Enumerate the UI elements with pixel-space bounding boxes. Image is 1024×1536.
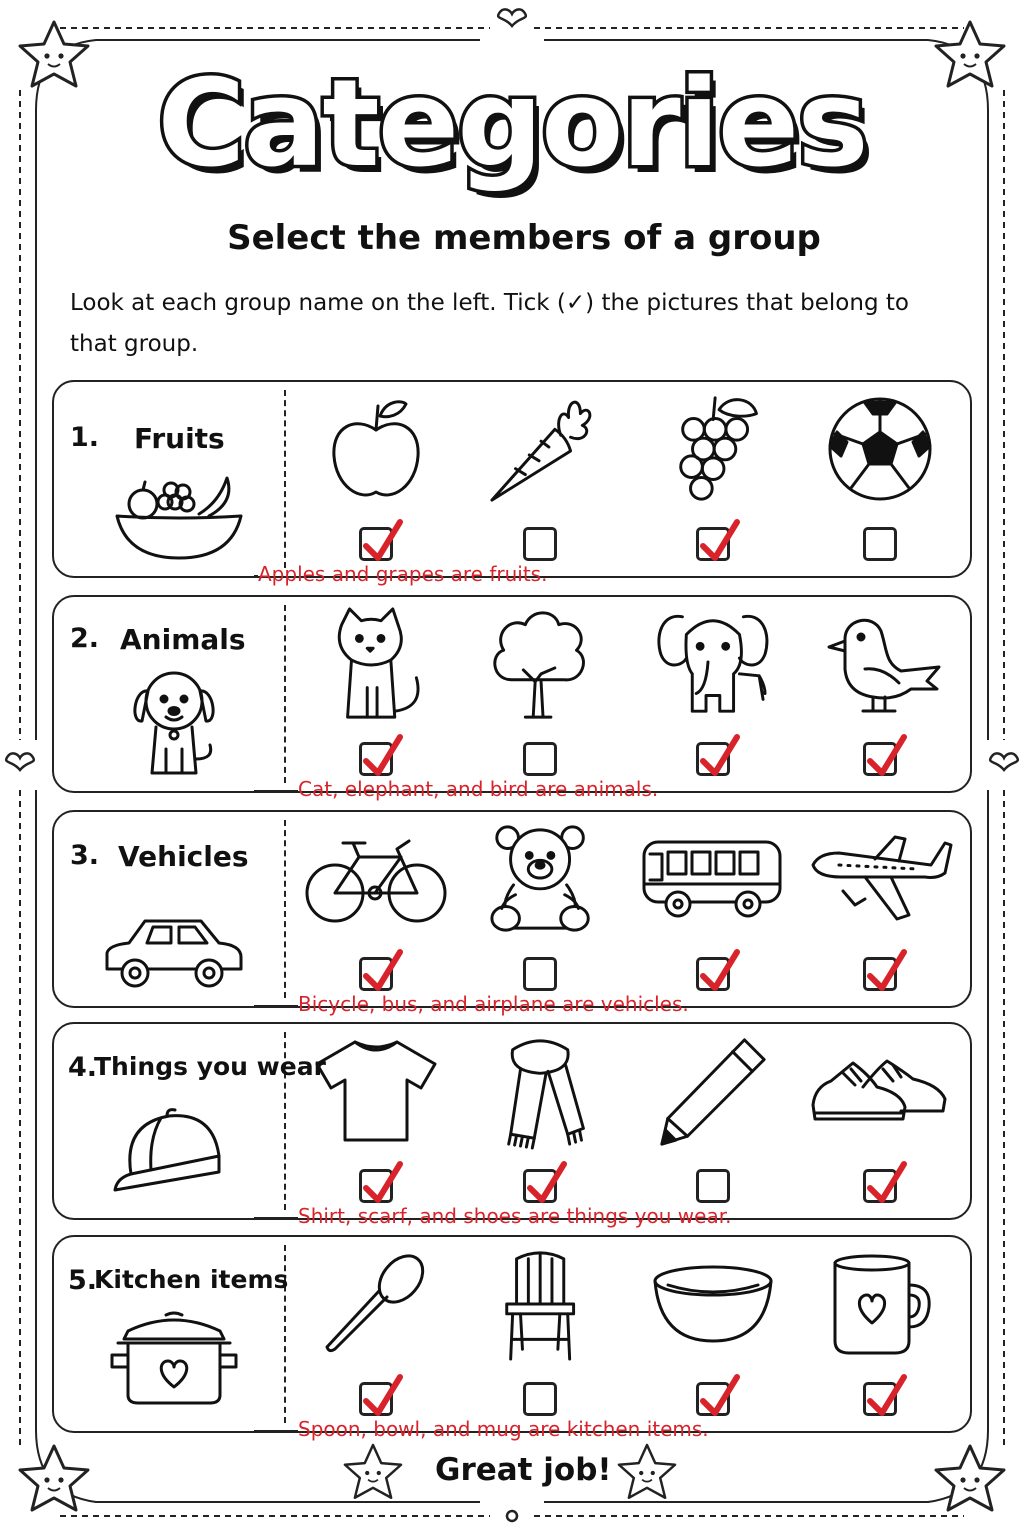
page-title: Categories bbox=[157, 55, 867, 194]
car-icon bbox=[99, 907, 249, 1001]
bus-icon bbox=[638, 834, 788, 928]
checkbox[interactable] bbox=[359, 957, 393, 991]
subtitle: Select the members of a group bbox=[227, 218, 821, 258]
category-card bbox=[52, 810, 972, 1016]
checkbox[interactable] bbox=[523, 1169, 557, 1203]
mug-icon bbox=[825, 1249, 935, 1363]
spoon-icon bbox=[321, 1249, 431, 1363]
category-card bbox=[52, 1235, 972, 1441]
check-mark-icon bbox=[864, 1160, 910, 1212]
bowl-icon bbox=[648, 1259, 778, 1353]
checkbox[interactable] bbox=[696, 742, 730, 776]
star-icon bbox=[14, 1440, 94, 1520]
checkbox[interactable] bbox=[863, 527, 897, 561]
cap-icon bbox=[109, 1104, 249, 1208]
checkbox[interactable] bbox=[863, 1169, 897, 1203]
answer-leader-line bbox=[254, 1430, 298, 1431]
group-label: Things you wear bbox=[94, 1052, 326, 1081]
group-label: Animals bbox=[120, 623, 246, 656]
airplane-icon bbox=[805, 829, 955, 933]
scarf-icon bbox=[491, 1032, 589, 1154]
dashed-divider bbox=[284, 820, 286, 998]
cat-icon bbox=[322, 605, 430, 727]
checkbox[interactable] bbox=[523, 957, 557, 991]
checkbox[interactable] bbox=[523, 527, 557, 561]
checkbox[interactable] bbox=[863, 957, 897, 991]
category-card bbox=[52, 1022, 972, 1228]
checkbox[interactable] bbox=[696, 1382, 730, 1416]
check-mark-icon bbox=[697, 733, 743, 785]
checkbox[interactable] bbox=[359, 742, 393, 776]
chair-icon bbox=[491, 1245, 589, 1367]
checkbox[interactable] bbox=[696, 957, 730, 991]
bicycle-icon bbox=[301, 829, 451, 933]
category-card bbox=[52, 380, 972, 586]
soccer-ball-icon bbox=[825, 394, 935, 508]
checkbox[interactable] bbox=[359, 527, 393, 561]
footer-message: Great job! bbox=[435, 1452, 612, 1488]
dashed-divider bbox=[284, 390, 286, 568]
instructions: Look at each group name on the left. Tick (✓) the pictures that belong to that group. bbox=[70, 290, 909, 357]
check-mark-icon bbox=[864, 1373, 910, 1425]
dashed-divider bbox=[284, 605, 286, 783]
group-label: Vehicles bbox=[118, 840, 249, 873]
puppy-icon bbox=[124, 663, 224, 787]
bird-icon bbox=[815, 609, 945, 723]
group-number: 2. bbox=[70, 623, 100, 654]
answer-leader-line bbox=[254, 790, 298, 791]
group-number: 3. bbox=[70, 840, 100, 871]
tree-icon bbox=[486, 605, 594, 727]
answer-text: Shirt, scarf, and shoes are things you wear. bbox=[298, 1204, 732, 1228]
star-icon bbox=[340, 1440, 406, 1506]
checkbox[interactable] bbox=[523, 1382, 557, 1416]
group-number: 1. bbox=[70, 422, 100, 453]
check-mark-icon bbox=[864, 733, 910, 785]
group-label: Kitchen items bbox=[94, 1265, 289, 1294]
pencil-icon bbox=[654, 1032, 772, 1154]
checkbox[interactable] bbox=[863, 742, 897, 776]
answer-leader-line bbox=[254, 1005, 298, 1006]
check-mark-icon bbox=[697, 948, 743, 1000]
group-label: Fruits bbox=[134, 422, 225, 455]
category-card bbox=[52, 595, 972, 801]
grapes-icon bbox=[664, 390, 762, 512]
check-mark-icon bbox=[864, 948, 910, 1000]
cooking-pot-icon bbox=[104, 1309, 244, 1413]
carrot-icon bbox=[486, 390, 594, 512]
shoes-icon bbox=[805, 1041, 955, 1145]
checkbox[interactable] bbox=[696, 527, 730, 561]
group-number: 4. bbox=[68, 1052, 98, 1083]
teddy-bear-icon bbox=[486, 820, 594, 942]
checkbox[interactable] bbox=[863, 1382, 897, 1416]
fruit-bowl-icon bbox=[109, 472, 249, 566]
check-mark-icon bbox=[697, 518, 743, 570]
answer-text: Apples and grapes are fruits. bbox=[258, 562, 548, 586]
apple-icon bbox=[326, 394, 426, 508]
answer-text: Cat, elephant, and bird are animals. bbox=[298, 777, 659, 801]
star-icon bbox=[614, 1440, 680, 1506]
t-shirt-icon bbox=[311, 1036, 441, 1150]
checkbox[interactable] bbox=[696, 1169, 730, 1203]
checkbox[interactable] bbox=[359, 1169, 393, 1203]
answer-text: Spoon, bowl, and mug are kitchen items. bbox=[298, 1417, 709, 1441]
answer-text: Bicycle, bus, and airplane are vehicles. bbox=[298, 992, 689, 1016]
group-number: 5. bbox=[68, 1265, 98, 1296]
star-icon bbox=[930, 1440, 1010, 1520]
answer-leader-line bbox=[254, 1217, 298, 1218]
checkbox[interactable] bbox=[523, 742, 557, 776]
elephant-icon bbox=[649, 605, 777, 727]
checkbox[interactable] bbox=[359, 1382, 393, 1416]
